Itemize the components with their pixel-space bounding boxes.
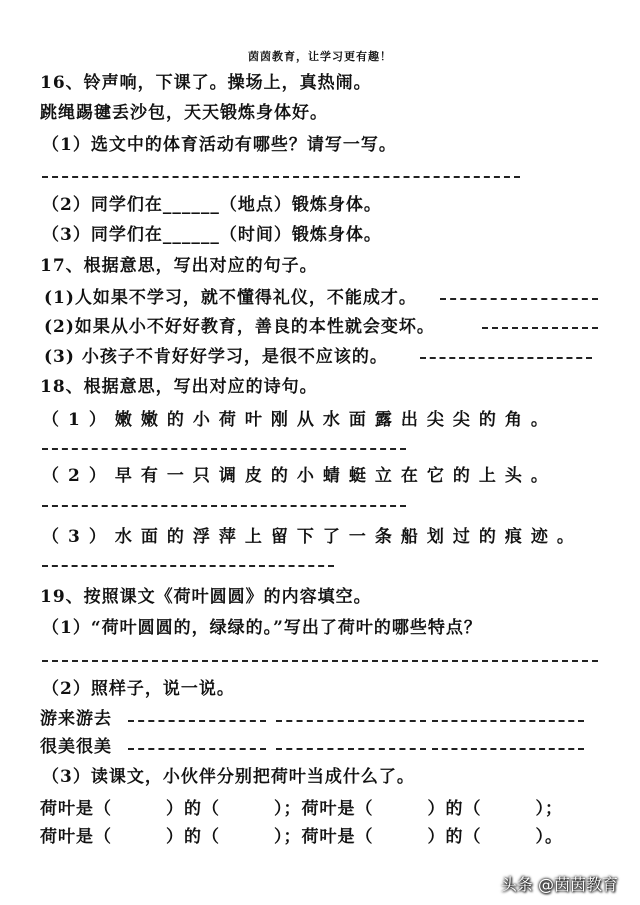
q19-title: 19、按照课文《荷叶圆圆》的内容填空。 — [40, 587, 372, 607]
q19-ex2-blank-1[interactable] — [128, 748, 266, 750]
q16-sub2: （2）同学们在______（地点）锻炼身体。 — [42, 195, 382, 215]
q17-title: 17、根据意思，写出对应的句子。 — [40, 256, 318, 276]
q17-sub1: (1)人如果不学习，就不懂得礼仪，不能成才。 — [44, 288, 417, 308]
q17-answer-line-1[interactable] — [440, 298, 598, 300]
q19-sub2: （2）照样子，说一说。 — [42, 679, 235, 699]
q18-sub1: （1）嫩嫩的小荷叶刚从水面露出尖尖的角。 — [42, 410, 557, 430]
q18-answer-line-3[interactable] — [42, 565, 334, 567]
q17-answer-line-3[interactable] — [420, 357, 592, 359]
q19-ex1-blank-3[interactable] — [432, 720, 584, 722]
q19-ex2-blank-2[interactable] — [276, 748, 426, 750]
q19-sub3: （3）读课文，小伙伴分别把荷叶当成什么了。 — [42, 767, 415, 787]
q19-ex2-blank-3[interactable] — [432, 748, 584, 750]
q16-sub1: （1）选文中的体育活动有哪些？请写一写。 — [42, 135, 397, 155]
q16-answer-line[interactable] — [42, 176, 520, 178]
q19-answer-line[interactable] — [42, 660, 598, 662]
q19-example-1: 游来游去 — [40, 709, 112, 729]
q17-sub2: (2)如果从小不好好教育，善良的本性就会变坏。 — [44, 317, 435, 337]
q19-example-2: 很美很美 — [40, 737, 112, 757]
q18-sub2: （2）早有一只调皮的小蜻蜓立在它的上头。 — [42, 466, 557, 486]
q18-answer-line-1[interactable] — [42, 448, 406, 450]
q16-text-line-2: 跳绳踢毽丢沙包，天天锻炼身体好。 — [40, 103, 328, 123]
q19-sub1: （1）“荷叶圆圆的，绿绿的。”写出了荷叶的哪些特点？ — [42, 618, 482, 638]
q18-sub3: （3）水面的浮萍上留下了一条船划过的痕迹。 — [42, 527, 583, 547]
q18-title: 18、根据意思，写出对应的诗句。 — [40, 377, 318, 397]
q19-ex1-blank-2[interactable] — [276, 720, 426, 722]
q16-text-line-1: 16、铃声响，下课了。操场上，真热闹。 — [40, 73, 372, 93]
q17-sub3: (3) 小孩子不肯好好学习，是很不应该的。 — [44, 347, 388, 367]
page-header: 茵茵教育，让学习更有趣！ — [248, 50, 392, 63]
watermark-brand: 头条 @茵茵教育 — [500, 875, 618, 894]
q17-answer-line-2[interactable] — [482, 327, 598, 329]
q19-fill-line-2: 荷叶是（ ）的（ ）；荷叶是（ ）的（ ）。 — [40, 827, 563, 847]
q16-sub3: （3）同学们在______（时间）锻炼身体。 — [42, 225, 382, 245]
q19-ex1-blank-1[interactable] — [128, 720, 266, 722]
q18-answer-line-2[interactable] — [42, 505, 406, 507]
q19-fill-line-1: 荷叶是（ ）的（ ）；荷叶是（ ）的（ ）； — [40, 799, 563, 819]
